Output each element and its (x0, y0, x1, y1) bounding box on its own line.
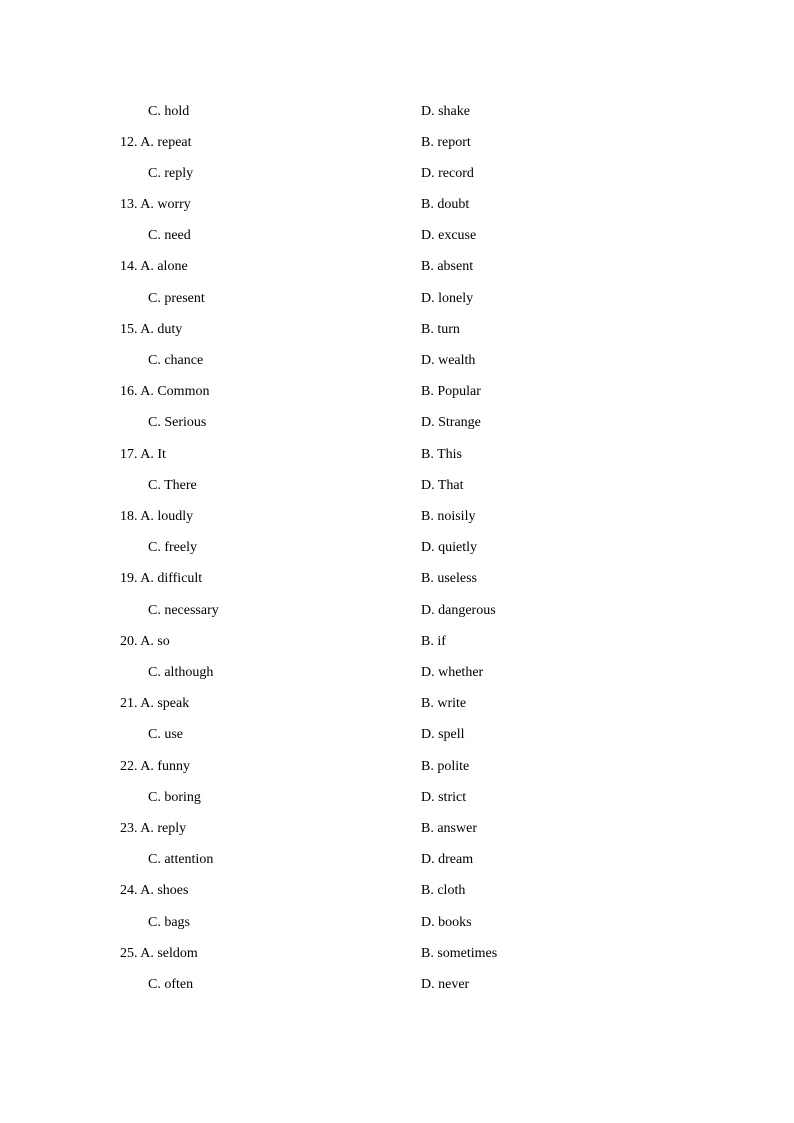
option-row (0, 851, 794, 882)
question-option-left: 19. A. difficult (120, 571, 203, 586)
option-left: C. freely (148, 540, 197, 555)
question-option-left: 20. A. so (120, 634, 170, 649)
question-row (0, 633, 794, 664)
question-row (0, 134, 794, 165)
question-option-left: 14. A. alone (120, 259, 188, 274)
option-left: C. although (148, 665, 214, 680)
option-row (0, 539, 794, 570)
option-row (0, 165, 794, 196)
option-row (0, 976, 794, 1007)
option-row (0, 477, 794, 508)
option-left: C. Serious (148, 415, 207, 430)
question-row (0, 446, 794, 477)
option-right: B. cloth (421, 883, 466, 898)
option-left: C. often (148, 977, 194, 992)
option-right: B. This (421, 447, 462, 462)
option-left: C. hold (148, 104, 190, 119)
option-right: B. Popular (421, 384, 481, 399)
option-right: B. useless (421, 571, 477, 586)
option-right: D. dangerous (421, 603, 496, 618)
question-row (0, 321, 794, 352)
option-right: D. dream (421, 852, 474, 867)
option-right: B. polite (421, 759, 470, 774)
option-left: C. reply (148, 166, 194, 181)
option-right: D. quietly (421, 540, 477, 555)
option-left: C. chance (148, 353, 204, 368)
option-right: D. Strange (421, 415, 481, 430)
question-row (0, 820, 794, 851)
question-option-left: 17. A. It (120, 447, 166, 462)
option-right: D. strict (421, 790, 467, 805)
option-right: D. wealth (421, 353, 476, 368)
option-left: C. present (148, 291, 205, 306)
question-option-left: 22. A. funny (120, 759, 190, 774)
option-right: D. excuse (421, 228, 477, 243)
option-left: C. There (148, 478, 197, 493)
question-option-left: 25. A. seldom (120, 946, 198, 961)
question-row (0, 695, 794, 726)
option-right: B. answer (421, 821, 477, 836)
question-row (0, 758, 794, 789)
question-row (0, 570, 794, 601)
option-left: C. attention (148, 852, 214, 867)
option-right: D. lonely (421, 291, 474, 306)
option-row (0, 914, 794, 945)
option-row (0, 664, 794, 695)
option-right: D. shake (421, 104, 470, 119)
option-right: D. record (421, 166, 474, 181)
option-row (0, 103, 794, 134)
option-left: C. necessary (148, 603, 219, 618)
option-right: B. absent (421, 259, 474, 274)
option-left: C. need (148, 228, 191, 243)
question-row (0, 508, 794, 539)
option-right: B. turn (421, 322, 460, 337)
question-option-left: 16. A. Common (120, 384, 210, 399)
option-row (0, 726, 794, 757)
option-row (0, 290, 794, 321)
question-option-left: 18. A. loudly (120, 509, 194, 524)
option-left: C. use (148, 727, 183, 742)
option-right: D. never (421, 977, 470, 992)
question-option-left: 12. A. repeat (120, 135, 192, 150)
option-left: C. bags (148, 915, 190, 930)
question-option-left: 23. A. reply (120, 821, 187, 836)
question-row (0, 258, 794, 289)
option-right: B. if (421, 634, 446, 649)
option-right: D. spell (421, 727, 465, 742)
option-right: D. That (421, 478, 464, 493)
question-row (0, 945, 794, 976)
question-option-left: 15. A. duty (120, 322, 183, 337)
option-row (0, 227, 794, 258)
question-option-left: 13. A. worry (120, 197, 191, 212)
option-row (0, 789, 794, 820)
option-right: D. books (421, 915, 472, 930)
option-right: B. sometimes (421, 946, 498, 961)
question-row (0, 383, 794, 414)
option-right: B. doubt (421, 197, 470, 212)
question-option-left: 24. A. shoes (120, 883, 189, 898)
question-row (0, 882, 794, 913)
option-right: B. write (421, 696, 467, 711)
option-right: B. report (421, 135, 471, 150)
option-right: B. noisily (421, 509, 476, 524)
option-left: C. boring (148, 790, 201, 805)
question-option-left: 21. A. speak (120, 696, 190, 711)
option-row (0, 414, 794, 445)
option-row (0, 352, 794, 383)
question-row (0, 196, 794, 227)
option-row (0, 602, 794, 633)
option-right: D. whether (421, 665, 484, 680)
